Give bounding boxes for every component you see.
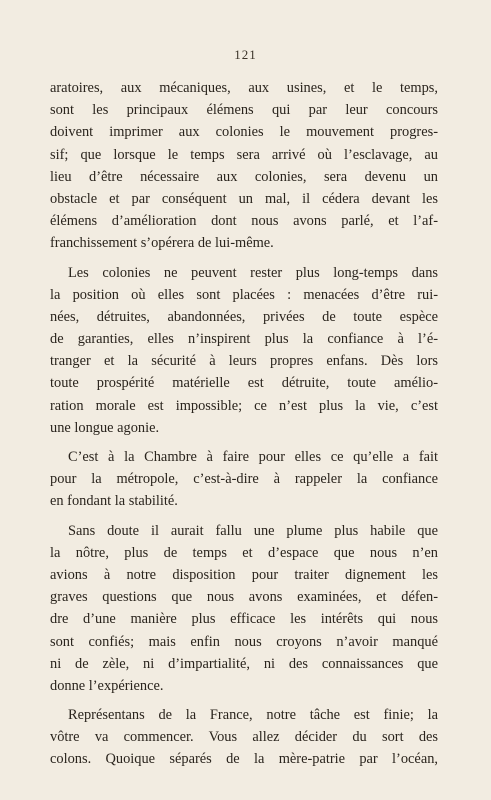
text-line: dre d’une manière plus efficace les intérêts qui nous	[50, 611, 438, 628]
text-line: toute prospérité matérielle est détruite, toute amélio-	[50, 375, 438, 392]
text-line: aratoires, aux mécaniques, aux usines, et le temps,	[50, 80, 438, 96]
text-line: la nôtre, plus de temps et d’espace que nous n’en	[50, 544, 438, 561]
paragraph	[50, 520, 438, 698]
text-line: sont les principaux élémens qui par leur concours	[50, 102, 438, 119]
text-line: ni de zèle, ni d’impartialité, ni des connaissances que	[50, 655, 438, 672]
text-line: ration morale est impossible; ce n’est plus la vie, c’est	[50, 397, 438, 414]
text-line: franchissement s’opérera de lui-même.	[50, 235, 274, 252]
text-line: pour la métropole, c’est-à-dire à rappeler la confiance	[50, 471, 438, 488]
body-text	[50, 77, 438, 771]
text-line: obstacle et par conséquent un mal, il cédera devant les	[50, 190, 438, 207]
text-line: colons. Quoique séparés de la mère-patrie par l’océan,	[50, 751, 438, 768]
text-line: avions à notre disposition pour traiter dignement les	[50, 566, 438, 583]
text-line: une longue agonie.	[50, 419, 160, 436]
paragraph	[50, 262, 438, 440]
text-line: donne l’expérience.	[50, 677, 164, 694]
text-line: C’est à la Chambre à faire pour elles ce qu’elle a fait	[68, 449, 438, 465]
text-line: Sans doute il aurait fallu une plume plus habile que	[68, 522, 438, 539]
page-number: 121	[234, 47, 257, 62]
paragraph	[50, 446, 438, 513]
text-line: tranger et la sécurité à leurs propres enfans. Dès lors	[50, 353, 438, 370]
text-line: élémens d’amélioration dont nous avons parlé, et l’af-	[50, 213, 438, 230]
text-line: sont confiés; mais enfin nous croyons n’avoir manqué	[50, 633, 438, 650]
paragraph	[50, 704, 438, 771]
text-line: la position où elles sont placées : menacées d’être rui-	[50, 286, 438, 303]
text-line: de garanties, elles n’inspirent plus la confiance à l’é-	[50, 331, 438, 348]
text-line: Les colonies ne peuvent rester plus long-temps dans	[68, 264, 438, 281]
text-line: lieu d’être nécessaire aux colonies, sera devenu un	[50, 168, 438, 185]
text-line: nées, détruites, abandonnées, privées de toute espèce	[50, 308, 438, 325]
text-line: Représentans de la France, notre tâche est finie; la	[68, 707, 438, 724]
text-line: vôtre va commencer. Vous allez décider du sort des	[50, 729, 438, 746]
text-line: en fondant la stabilité.	[50, 493, 178, 510]
text-line: doivent imprimer aux colonies le mouvement progres-	[50, 124, 438, 141]
paragraph	[50, 77, 438, 255]
text-line: sif; que lorsque le temps sera arrivé où l’esclavage, au	[50, 146, 438, 163]
text-line: graves questions que nous avons examinées, et défen-	[50, 589, 438, 606]
